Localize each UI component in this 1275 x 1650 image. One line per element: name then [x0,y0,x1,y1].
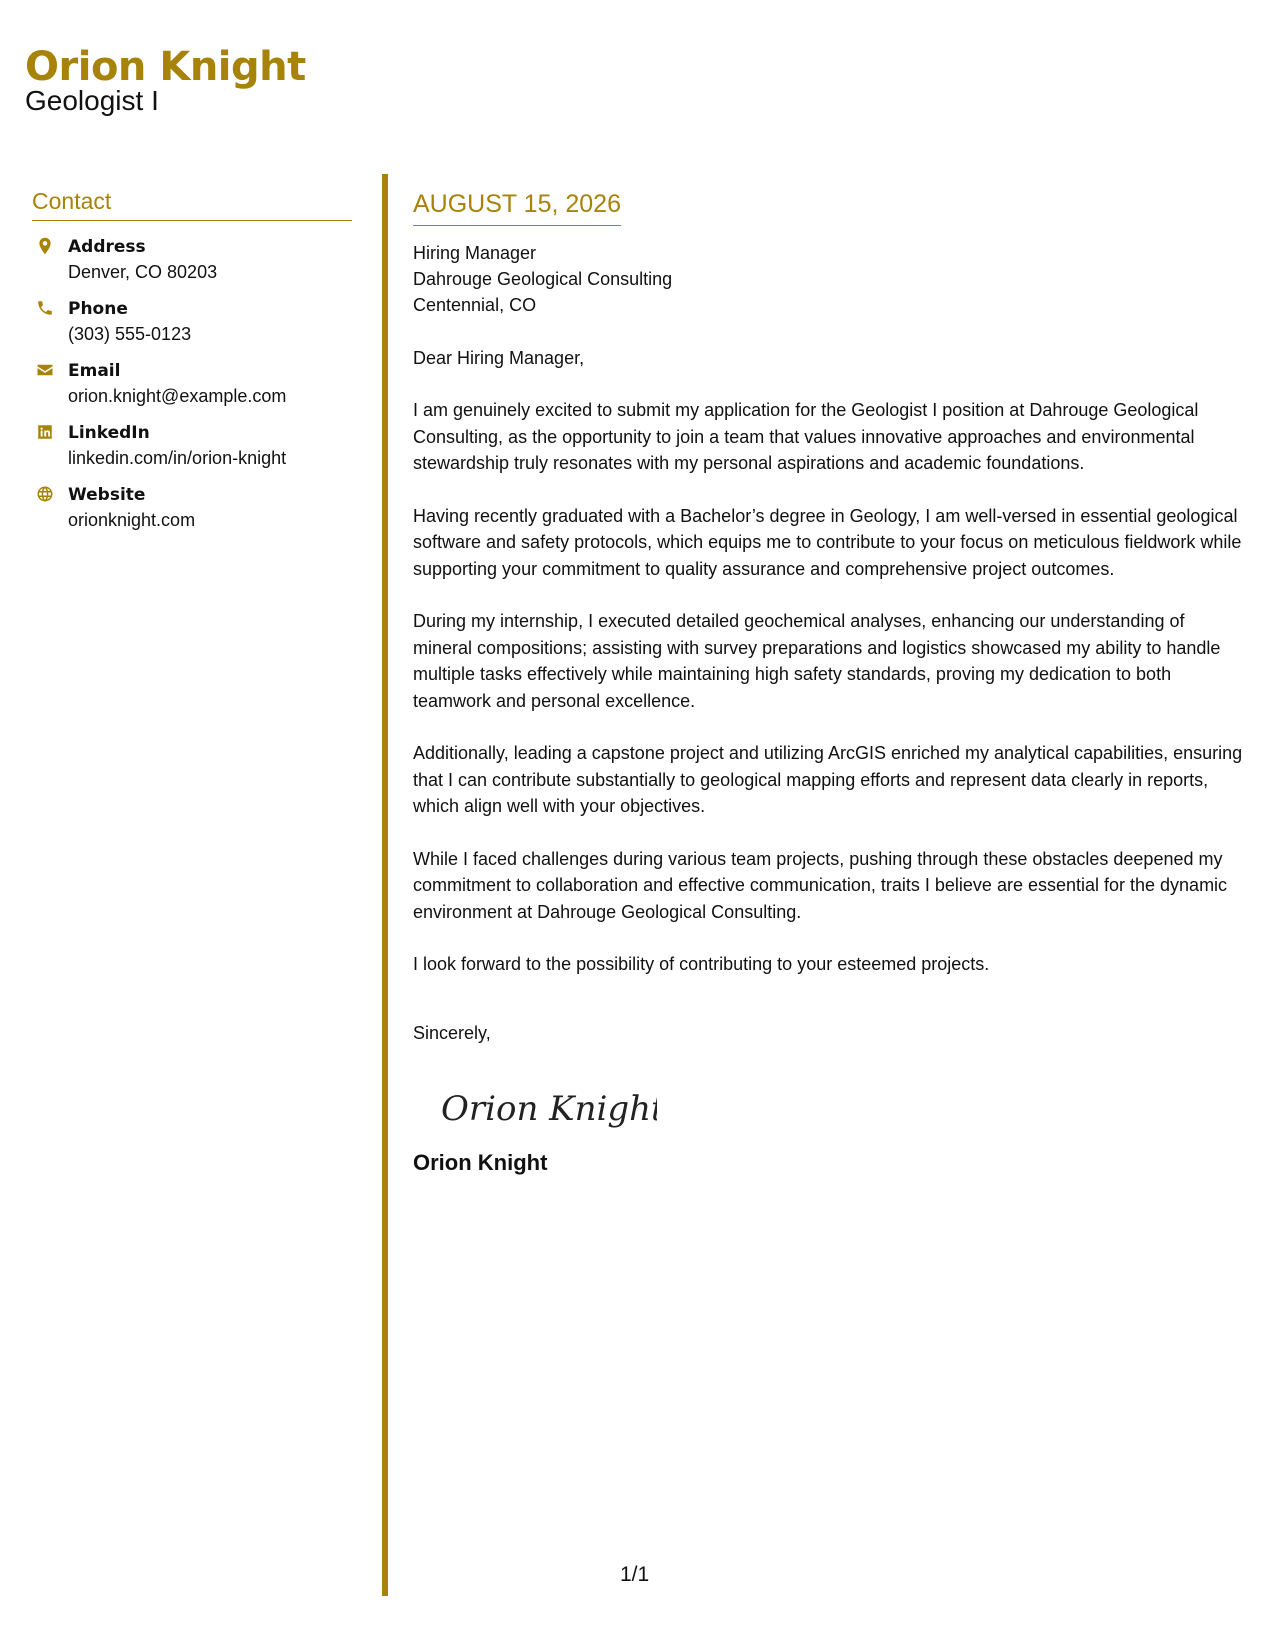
contact-value: orionknight.com [68,510,196,530]
paragraph: During my internship, I executed detailed geochemical analyses, enhancing our understanding of mineral compositions; assisting with survey preparations and logistics showcased my ability to handle multiple tasks effectively while maintaining high safety standards, proving my dedication to both teamwork and personal excellence. [413,611,1221,711]
phone-icon [36,299,54,317]
handwritten-signature [437,1076,1243,1136]
letter-date: AUGUST 15, 2026 [413,190,621,226]
paragraph: Additionally, leading a capstone project and utilizing ArcGIS enriched my analytical capabilities, ensuring that I can contribute substantially to geological mapping efforts and represent data clearly in reports, which align well with your objectives. [413,743,1243,817]
contact-value: orion.knight@example.com [68,386,287,406]
linkedin-icon [36,423,54,441]
letter-body [413,190,1243,1177]
contact-label: Address [68,237,146,257]
contact-label: Website [68,485,146,505]
header [25,44,306,117]
closing: Sincerely, [413,1022,491,1043]
map-pin-icon [36,237,54,255]
contact-sidebar [32,188,352,545]
page-number: 1/1 [620,1563,650,1586]
contact-item-linkedin [32,421,352,471]
paragraph: I am genuinely excited to submit my application for the Geologist I position at Dahrouge Geological Consulting, as the opportunity to join a team that values innovative approaches and environmental stewardship truly resonates with my personal aspirations and academic foundations. [413,400,1199,474]
recipient-line: Centennial, CO [413,294,537,315]
recipient-line: Hiring Manager [413,242,537,263]
contact-value: linkedin.com/in/orion-knight [68,448,287,468]
contact-item-email [32,359,352,409]
vertical-divider [382,174,388,1596]
contact-value: Denver, CO 80203 [68,262,218,282]
contact-label: LinkedIn [68,423,150,443]
paragraph: While I faced challenges during various team projects, pushing through these obstacles deepened my commitment to collaboration and effective communication, traits I believe are essential for the dynamic environment at Dahrouge Geological Consulting. [413,848,1228,922]
paragraph: I look forward to the possibility of contributing to your esteemed projects. [413,954,990,975]
contact-label: Phone [68,299,128,319]
job-title: Geologist I [25,85,159,116]
globe-icon [36,485,54,503]
recipient-block [413,240,1243,318]
recipient-line: Dahrouge Geological Consulting [413,268,673,289]
contact-item-phone [32,297,352,347]
contact-value: (303) 555-0123 [68,324,192,344]
applicant-name: Orion Knight [25,44,306,90]
signature-text: Orion Knight [441,1089,657,1130]
contact-item-address [32,235,352,285]
contact-label: Email [68,361,121,381]
salutation: Dear Hiring Manager, [413,347,585,368]
envelope-icon [36,361,54,379]
contact-item-website [32,483,352,533]
contact-heading: Contact [32,188,352,221]
paragraph: Having recently graduated with a Bachelor’s degree in Geology, I am well-versed in essential geological software and safety protocols, which equips me to contribute to your focus on meticulous fieldwork while supporting your commitment to quality assurance and comprehensive project outcomes. [413,505,1242,579]
signed-name: Orion Knight [413,1150,548,1176]
